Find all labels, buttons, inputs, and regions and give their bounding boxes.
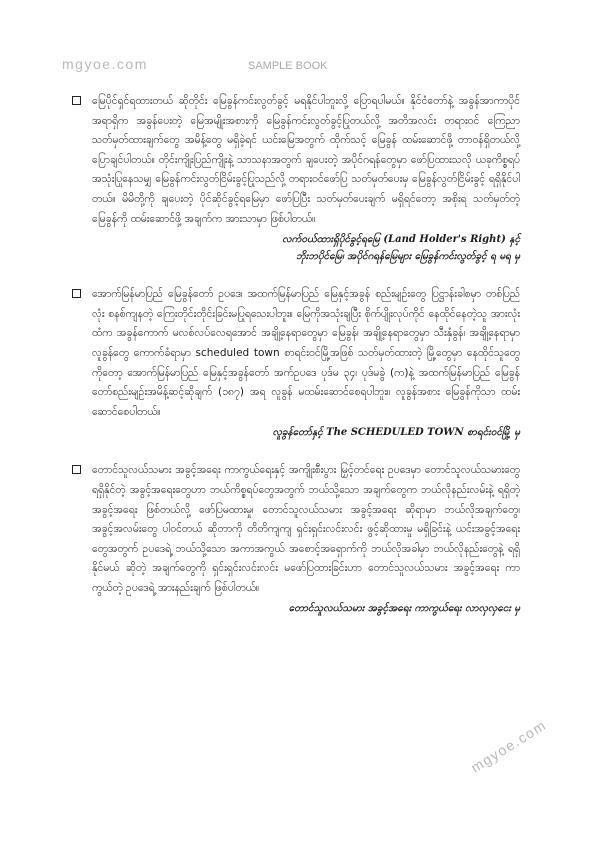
section-scheduled-town <box>72 285 520 441</box>
section-farmer-rights <box>72 461 520 617</box>
source-line: ဘိုးဘပိုင်မြေ၊ အပိုင်ဂရန်မြေများ မြေခွန်ကင်းလွတ်ခွင့် ရ မရ မှ <box>296 251 520 263</box>
source-line: လူခွန်တော်နှင့် The SCHEDULED TOWN စာရင်းဝင်မြို့ မှ <box>272 427 520 439</box>
source-line: တောင်သူလယ်သမား အခွင့်အရေး ကာကွယ်ရေး လာလှလှငေး မှ <box>288 603 520 615</box>
watermark-top: mgyoe.com <box>62 56 148 72</box>
section-paragraph: တောင်သူလယ်သမား အခွင့်အရေး ကာကွယ်ရေးနှင့် အကျိုးစီးပွား မြှင့်တင်ရေး ဥပဒေမှာ တောင်သူလယ်သမားတွေ ရရှိနိုင်တဲ့ အခွင့်အရေးတွေဟာ ဘယ်ကိစ္စရပ်တွေအတွက် ဘယ်သို့သော အချက်တွေက ဘယ်လိုနည်းလမ်းနဲ့ ရရှိတဲ့ အခွင့်အရေး ဖြစ်တယ်လို့ ဖော်ပြမထားမှု၊ တောင်သူလယ်သမား အခွင့်အရေး ဆိုရာမှာ ဘယ်လိုအချက်တွေ၊ အခွင့်အလမ်းတွေ ပါဝင်တယ် ဆိုတာကို တိတိကျကျ ရှင်းရှင်းလင်းလင်း ဖွင့်ဆိုထားမှု မရှိခြင်းနဲ့ ယင်းအခွင့်အရေးတွေအတွက် ဥပဒေရဲ့ ဘယ်သို့သော အကာအကွယ် အစောင့်အရှောက်ကို ဘယ်လိုအခါမှာ ဘယ်လိုနည်းတွေနဲ့ ရရှိနိုင်မယ် ဆိုတဲ့ အချက်တွေကို ရှင်းရှင်းလင်းလင်း မဖော်ပြထားခြင်းဟာ တောင်သူလယ်သမား အခွင့်အရေး ကာကွယ်တဲ့ ဥပဒေရဲ့ အားနည်းချက် ဖြစ်ပါတယ်။ <box>92 464 520 594</box>
section-source <box>92 424 520 441</box>
section-paragraph: မြေပိုင်ရှင်ရထားတယ် ဆိုတိုင်း မြေခွန်ကင်းလွတ်ခွင့် မရနိုင်ပါဘူးလို့ ပြောရပါမယ်။ နိုင်ငံတော်နဲ့ အခွန်အာကာပိုင် အရာရှိက အခွန်ပေးတဲ့ မြေအမျိုးအစားကို မြေခွန်ကင်းလွတ်ခွင့်ပြုတယ်လို့ အတိအလင်း တရားဝင် ကြေညာ သတ်မှတ်ထားချက်တွေ အမိန့်တွေ မရှိခဲ့ရင် ယင်းမြေအတွက် ထိုက်သင့် မြေခွန် ထမ်းဆောင်ဖို့ တာဝန်ရှိတယ်လို့ ပြောချင်ပါတယ်။ တိုင်းကျိုးပြည်ကျိုးနဲ့ သာသနာအတွက် ချပေးတဲ့ အပိုင်ဂရန်တွေမှာ ဖော်ပြထားသလို ယခုကိစ္စရပ် အသုံးပြုနေသမျှ မြေခွန်ကင်းလွတ်ငြိမ်းခွင့်ပြုသည်လို့ တရားဝင်ဖော်ပြ သတ်မှတ်ပေးမှ မြေခွန်လွတ်ငြိမ်းခွင့် ရရှိနိုင်ပါတယ်။ မိမိတို့ကို ချပေးတဲ့ ပိုင်ဆိုင်ခွင့်ရမြေမှာ ဖော်ပြပြီး သတ်မှတ်ပေးချက် မရှိရင်တော့ အစိုးရ သတ်မှတ်တဲ့ မြေခွန်ကို ထမ်းဆောင်ဖို့ အချက်က အားသာမှာ ဖြစ်ပါတယ်။ <box>92 95 520 225</box>
checkbox-bullet-icon <box>72 289 81 298</box>
checkbox-bullet-icon <box>72 465 81 474</box>
watermark-bottom: mgyoe.com <box>468 716 550 776</box>
section-paragraph: အောက်မြန်မာပြည် မြေခွန်တော် ဥပဒေ၊ အထက်မြန်မာပြည် မြေနှင့်အခွန် စည်းမျဉ်းတွေ ပြဋ္ဌာန်းခါစမှာ တစ်ပြည်လုံး စနစ်ကျနတဲ့ ကြေးတိုင်းတိုင်းခြင်းမပြုရသေးပါဘူး။ မြေကိုအသုံးချပြီး စိုက်ပျိုးလုပ်ကိုင် နေထိုင်နေတဲ့သူ အားလုံးထံက အခွန်ကောက် မလစ်လပ်လေရအောင် အချို့နေရာတွေမှာ မြေခွန်၊ အချို့နေရာတွေမှာ သီးနှံခွန်၊ အချို့နေရာမှာ လူခွန်တွေ ကောက်ခံရာမှာ scheduled town စာရင်းဝင်မြို့အဖြစ် သတ်မှတ်ထားတဲ့ မြို့တွေမှာ နေထိုင်သူတွေကိုတော့ အောက်မြန်မာပြည် မြေနှင့်အခွန်တော် အက်ဥပဒေ ပုဒ်မ ၃၄၊ ပုဒ်မခွဲ (က)နဲ့ အထက်မြန်မာပြည် မြေခွန်တော်စည်းမျဉ်းအမိန့်ဆင့်ဆိုချက် (၁၈၇) အရ လူခွန် မထမ်းဆောင်စေရပါဘူး။ လူခွန်အစား မြေခွန်ကိုသာ ထမ်းဆောင်စေပါတယ်။ <box>92 288 520 418</box>
sample-book-label: SAMPLE BOOK <box>248 60 328 72</box>
section-land-tax <box>72 92 520 265</box>
section-source <box>92 231 520 265</box>
page-body <box>72 92 520 637</box>
checkbox-bullet-icon <box>72 96 81 105</box>
section-source <box>92 600 520 617</box>
source-line: လက်ဝယ်ထားရှိပိုင်ခွင့်ရမြေ (Land Holder's Right) နှင့် <box>282 234 520 246</box>
